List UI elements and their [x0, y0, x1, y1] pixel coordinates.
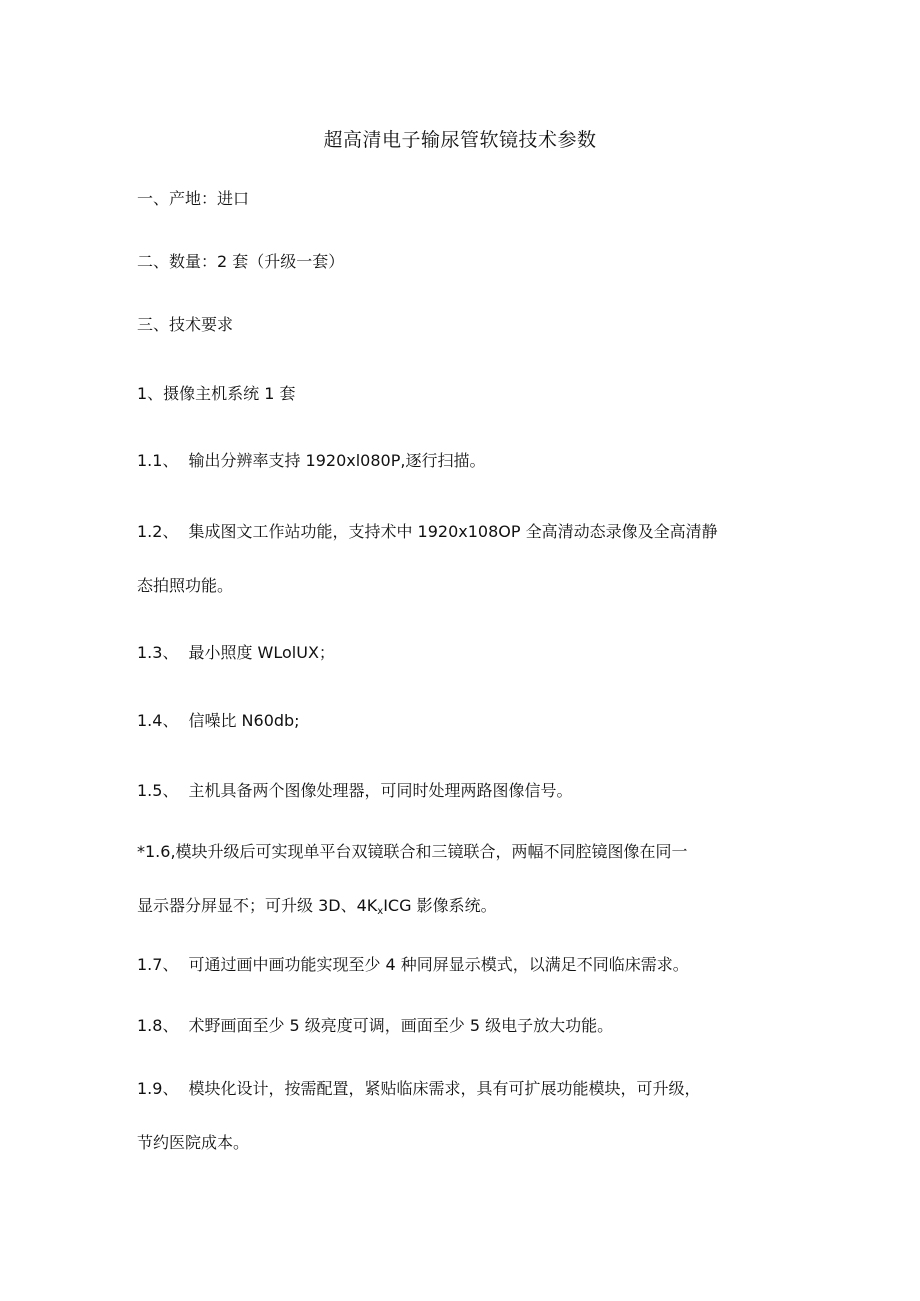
item-text-continued: 节约医院成本。	[137, 1133, 250, 1152]
item-number: 1.3、	[137, 643, 179, 662]
section-camera-host: 1、摄像主机系统 1 套	[137, 384, 296, 403]
item-text: 集成图文工作站功能，支持术中 1920x108OP 全高清动态录像及全高清静	[188, 522, 718, 541]
item-text: 术野画面至少 5 级亮度可调，画面至少 5 级电子放大功能。	[188, 1016, 614, 1035]
item-number: 1.2、	[137, 522, 179, 541]
list-item	[137, 1014, 787, 1038]
item-text-continued: 态拍照功能。	[137, 576, 234, 595]
item-number: 1.4、	[137, 711, 179, 730]
item-text: 信噪比 N60db;	[188, 711, 300, 730]
item-number: 1.8、	[137, 1016, 179, 1035]
list-item	[137, 520, 787, 598]
list-item	[137, 953, 787, 977]
section-origin: 一、产地：进口	[137, 189, 250, 208]
list-item	[137, 709, 787, 733]
list-item	[137, 779, 787, 803]
list-item	[137, 449, 787, 473]
document-title: 超高清电子输尿管软镜技术参数	[323, 129, 597, 151]
item-text: 主机具备两个图像处理器，可同时处理两路图像信号。	[188, 781, 573, 800]
item-text: 输出分辨率支持 1920xl080P,逐行扫描。	[188, 451, 486, 470]
section-requirements: 三、技术要求	[137, 315, 234, 334]
list-item	[137, 840, 787, 924]
section-quantity: 二、数量：2 套（升级一套）	[137, 252, 345, 271]
item-text: 模块升级后可实现单平台双镜联合和三镜联合，两幅不同腔镜图像在同一	[175, 842, 688, 861]
item-text: 模块化设计，按需配置，紧贴临床需求，具有可扩展功能模块，可升级，	[188, 1079, 701, 1098]
item-number: *1.6,	[137, 842, 176, 861]
item-text-continued: 显示器分屏显不；可升级 3D、$4K_xICG$ 影像系统。	[137, 896, 497, 917]
list-item	[137, 641, 787, 665]
item-number: 1.7、	[137, 955, 179, 974]
item-number: 1.1、	[137, 451, 179, 470]
item-text: 可通过画中画功能实现至少 4 种同屏显示模式，以满足不同临床需求。	[188, 955, 689, 974]
list-item	[137, 1077, 787, 1155]
item-text: 最小照度 WLolUX；	[188, 643, 335, 662]
item-number: 1.9、	[137, 1079, 179, 1098]
item-number: 1.5、	[137, 781, 179, 800]
